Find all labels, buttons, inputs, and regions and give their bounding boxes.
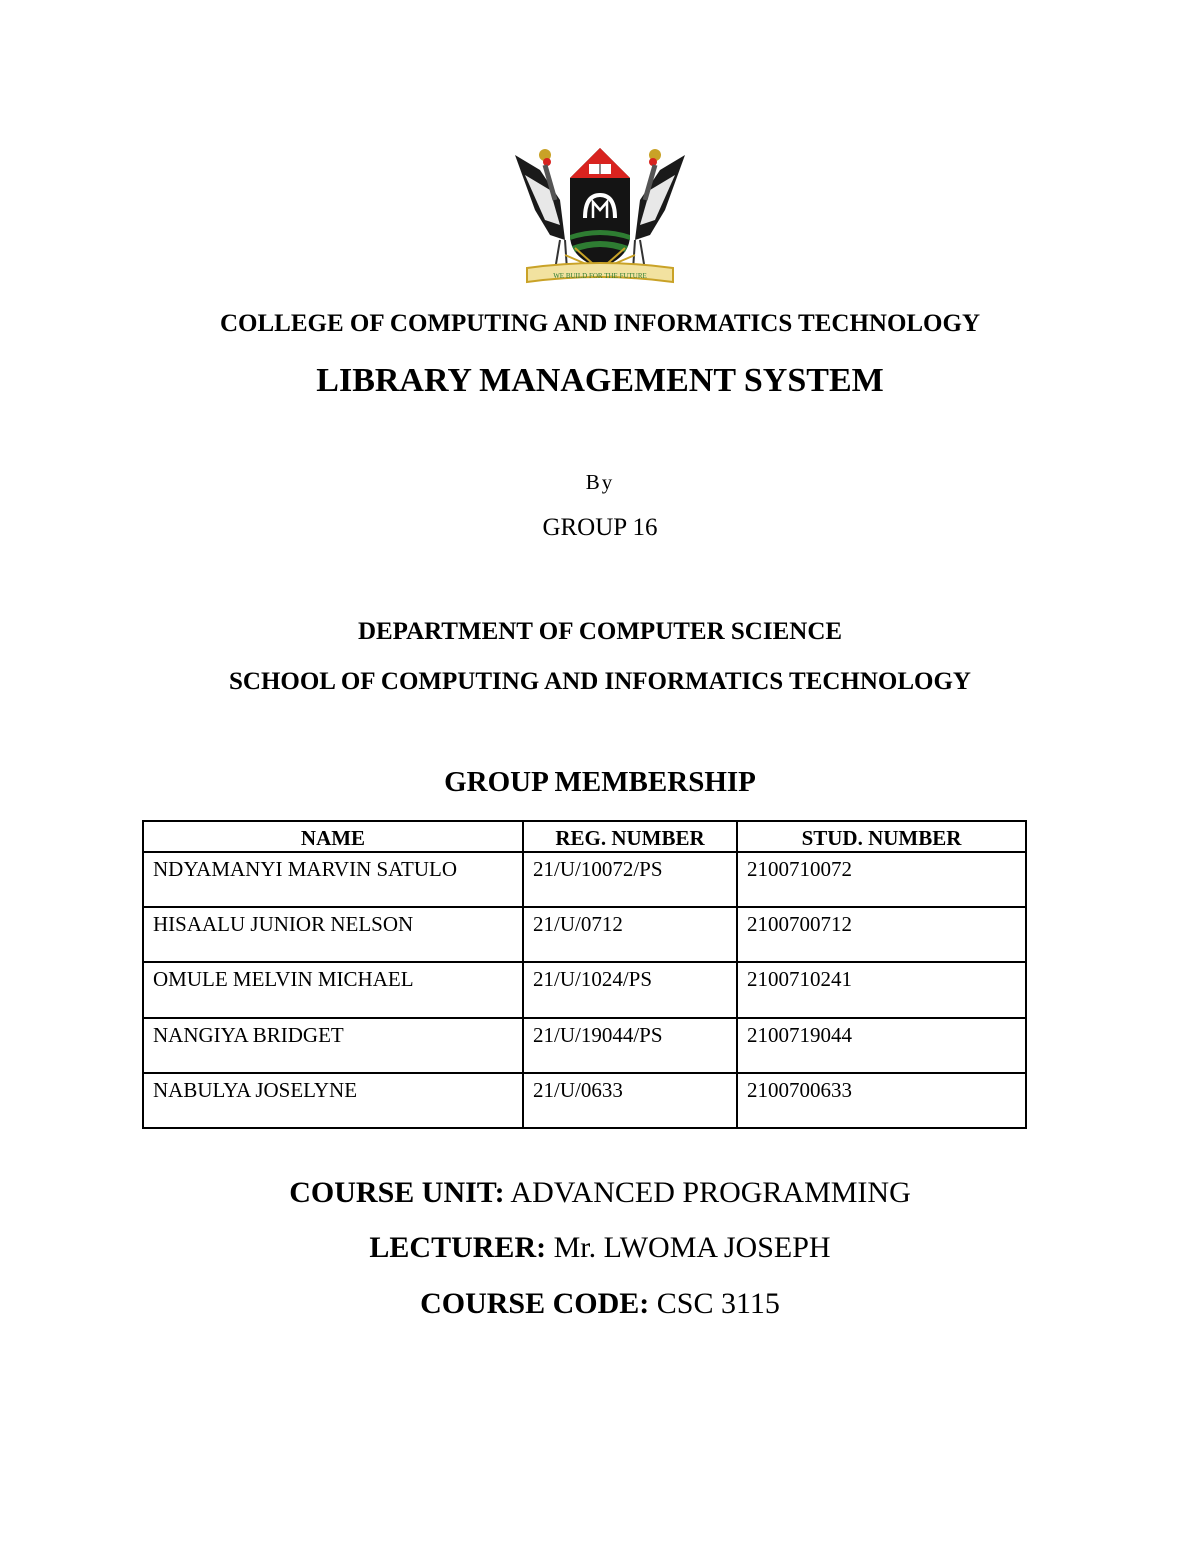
table-row	[143, 852, 1026, 907]
member-name: NABULYA JOSELYNE	[143, 1073, 523, 1128]
member-name: HISAALU JUNIOR NELSON	[143, 907, 523, 962]
motto-ribbon	[527, 263, 673, 282]
member-name: NANGIYA BRIDGET	[143, 1018, 523, 1073]
reg-number: 21/U/10072/PS	[523, 852, 737, 907]
member-name: OMULE MELVIN MICHAEL	[143, 962, 523, 1017]
stud-number: 2100710072	[737, 852, 1026, 907]
reg-number: 21/U/0633	[523, 1073, 737, 1128]
table-row	[143, 962, 1026, 1017]
table-row	[143, 907, 1026, 962]
course-unit-label: COURSE UNIT:	[289, 1176, 505, 1209]
lecturer-line	[0, 1231, 1200, 1265]
school-name: SCHOOL OF COMPUTING AND INFORMATICS TECHNOLOGY	[229, 668, 971, 695]
table-header-row	[143, 821, 1026, 852]
column-header-stud-number: STUD. NUMBER	[737, 821, 1026, 852]
group-name: GROUP 16	[542, 514, 658, 541]
right-crane-icon	[633, 149, 685, 270]
reg-number: 21/U/19044/PS	[523, 1018, 737, 1073]
motto-text: WE BUILD FOR THE FUTURE	[553, 272, 647, 280]
column-header-name: NAME	[143, 821, 523, 852]
course-unit-line	[0, 1176, 1200, 1210]
shield-icon	[570, 148, 630, 268]
stud-number: 2100710241	[737, 962, 1026, 1017]
college-name: COLLEGE OF COMPUTING AND INFORMATICS TECHNOLOGY	[219, 310, 981, 337]
stud-number: 2100700633	[737, 1073, 1026, 1128]
column-header-reg-number: REG. NUMBER	[523, 821, 737, 852]
table-row	[143, 1073, 1026, 1128]
course-code-line	[0, 1287, 1200, 1321]
membership-table	[142, 820, 1027, 1129]
department-name: DEPARTMENT OF COMPUTER SCIENCE	[357, 618, 843, 645]
course-code-label: COURSE CODE:	[420, 1287, 650, 1320]
table-row	[143, 1018, 1026, 1073]
member-name: NDYAMANYI MARVIN SATULO	[143, 852, 523, 907]
course-unit-value: ADVANCED PROGRAMMING	[510, 1176, 911, 1209]
reg-number: 21/U/0712	[523, 907, 737, 962]
lecturer-value: Mr. LWOMA JOSEPH	[553, 1231, 831, 1264]
reg-number: 21/U/1024/PS	[523, 962, 737, 1017]
stud-number: 2100700712	[737, 907, 1026, 962]
stud-number: 2100719044	[737, 1018, 1026, 1073]
course-code-value: CSC 3115	[656, 1287, 780, 1320]
document-title: LIBRARY MANAGEMENT SYSTEM	[316, 362, 884, 399]
left-crane-icon	[515, 149, 567, 270]
university-crest	[505, 140, 695, 290]
lecturer-label: LECTURER:	[369, 1231, 547, 1264]
by-label: By	[585, 470, 615, 494]
membership-heading: GROUP MEMBERSHIP	[444, 766, 756, 798]
